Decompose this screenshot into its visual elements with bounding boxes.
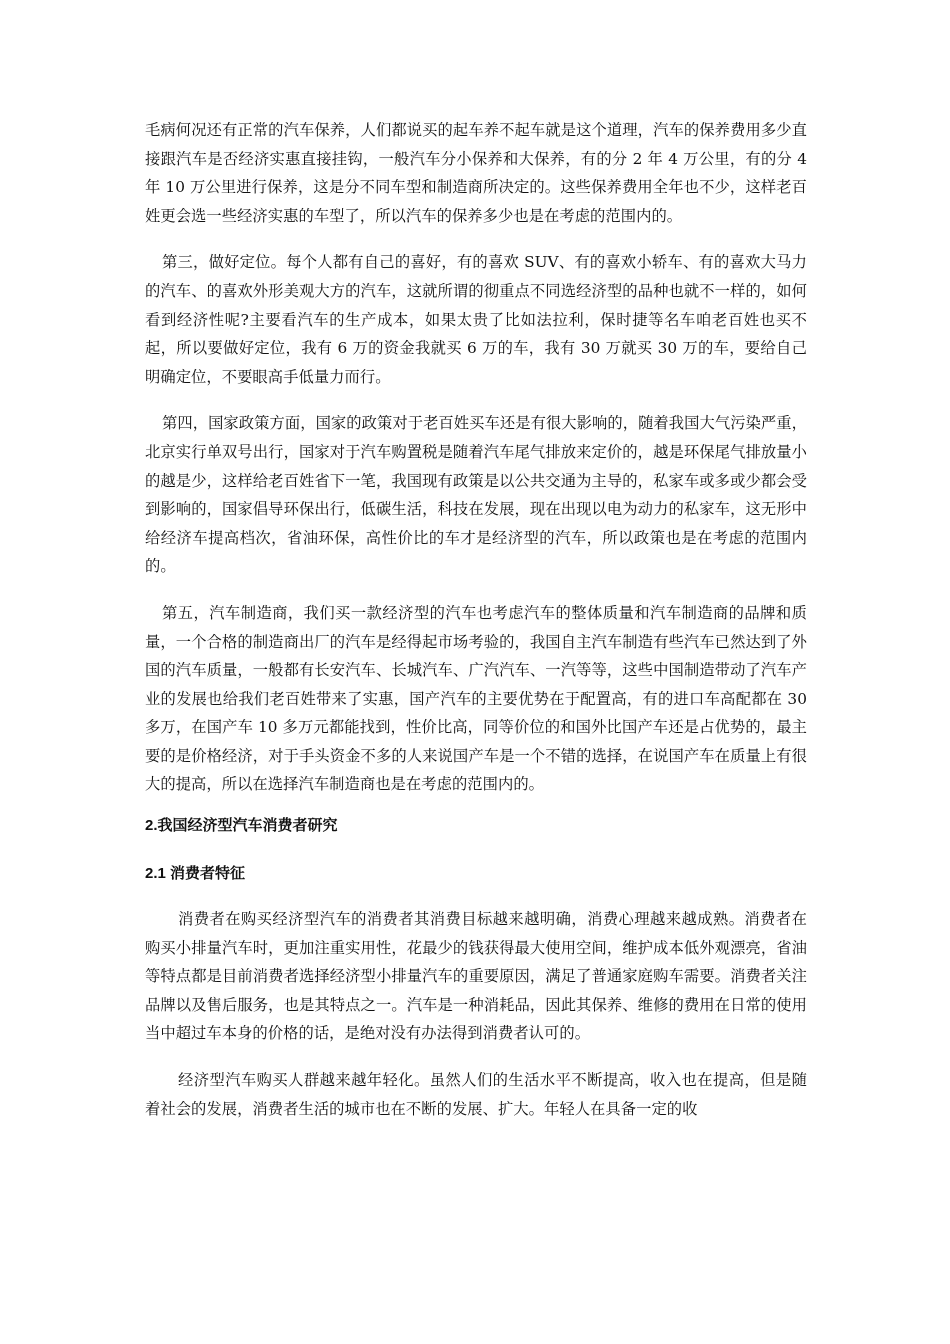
paragraph-national-policy: 第四，国家政策方面，国家的政策对于老百姓买车还是有很大影响的，随着我国大气污染严重，北京实行单双号出行，国家对于汽车购置税是随着汽车尾气排放来定价的，越是环保尾气排放量小的越是少，这样给老百姓省下一笔，我国现有政策是以公共交通为主导的，私家车或多或少都会受到影响的，国家倡导环保出行，低碳生活，科技在发展，现在出现以电为动力的私家车，这无形中给经济车提高档次，省油环保，高性价比的车才是经济型的汽车，所以政策也是在考虑的范围内的。	[145, 414, 807, 576]
paragraph-younger-buyers: 经济型汽车购买人群越来越年轻化。虽然人们的生活水平不断提高，收入也在提高，但是随着社会的发展，消费者生活的城市也在不断的发展、扩大。年轻人在具备一定的收	[145, 1071, 807, 1118]
paragraph-manufacturer: 第五，汽车制造商，我们买一款经济型的汽车也考虑汽车的整体质量和汽车制造商的品牌和质量，一个合格的制造商出厂的汽车是经得起市场考验的，我国自主汽车制造有些汽车已然达到了外国的汽车质量，一般都有长安汽车、长城汽车、广汽汽车、一汽等等，这些中国制造带动了汽车产业的发展也给我们老百姓带来了实惠，国产汽车的主要优势在于配置高，有的进口车高配都在 30 多万，在国产车 10 多万元都能找到，性价比高，同等价位的和国外比国产车还是占优势的，最主要的是价格经济，对于手头资金不多的人来说国产车是一个不错的选择，在说国产车在质量上有很大的提高，所以在选择汽车制造商也是在考虑的范围内的。	[145, 603, 807, 794]
paragraph-maintenance-cost: 毛病何况还有正常的汽车保养，人们都说买的起车养不起车就是这个道理，汽车的保养费用多少直接跟汽车是否经济实惠直接挂钩，一般汽车分小保养和大保养，有的分 2 年 4 万公里，有的分 4 年 10 万公里进行保养，这是分不同车型和制造商所决定的。这些保养费用全年也不少，这样老百姓更会选一些经济实惠的车型了，所以汽车的保养多少也是在考虑的范围内的。	[145, 121, 807, 225]
subsection-heading: 2.1 消费者特征	[145, 865, 246, 883]
paragraph-positioning: 第三，做好定位。每个人都有自己的喜好，有的喜欢 SUV、有的喜欢小轿车、有的喜欢大马力的汽车、的喜欢外形美观大方的汽车，这就所谓的彻重点不同选经济型的品种也就不一样的，如何看到经济性呢?主要看汽车的生产成本，如果太贵了比如法拉利，保时捷等名车咱老百姓也买不起，所以要做好定位，我有 6 万的资金我就买 6 万的车，我有 30 万就买 30 万的车，要给自己明确定位，不要眼高手低量力而行。	[145, 253, 807, 386]
section-heading: 2.我国经济型汽车消费者研究	[145, 817, 338, 835]
paragraph-consumer-traits: 消费者在购买经济型汽车的消费者其消费目标越来越明确，消费心理越来越成熟。消费者在购买小排量汽车时，更加注重实用性，花最少的钱获得最大使用空间，维护成本低外观漂亮，省油等特点都是目前消费者选择经济型小排量汽车的重要原因，满足了普通家庭购车需要。消费者关注品牌以及售后服务，也是其特点之一。汽车是一种消耗品，因此其保养、维修的费用在日常的使用当中超过车本身的价格的话，是绝对没有办法得到消费者认可的。	[145, 910, 807, 1043]
document-page	[145, 116, 807, 1123]
